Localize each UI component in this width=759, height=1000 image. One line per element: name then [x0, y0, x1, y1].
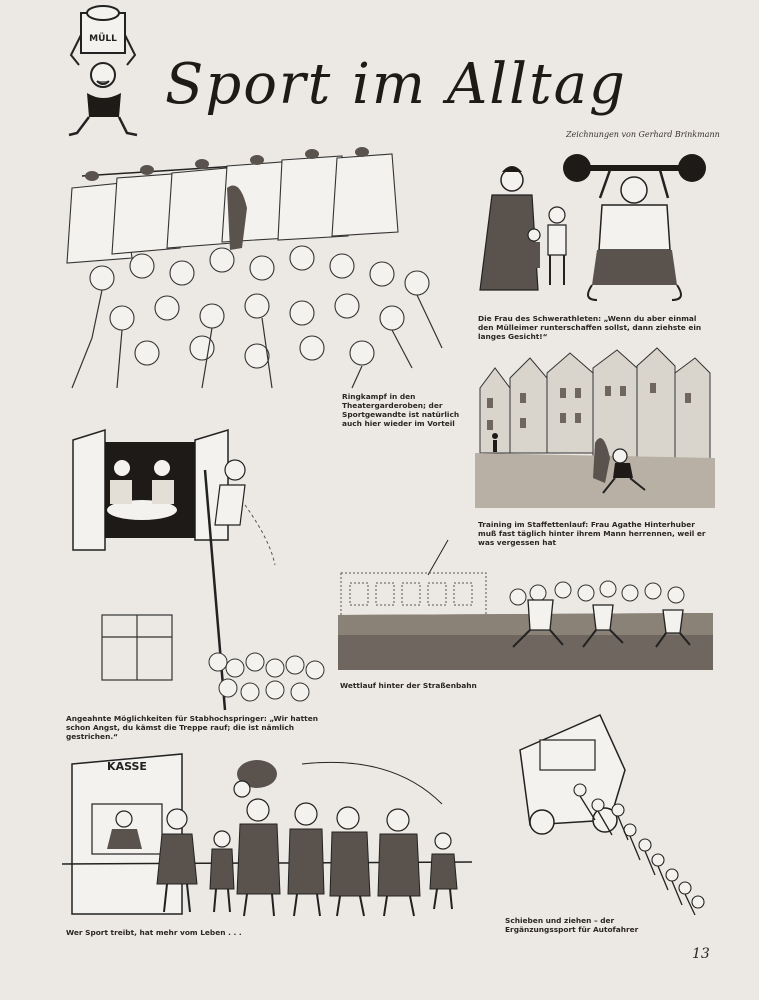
schwerathlet-illustration: [472, 150, 717, 310]
caption-ringkampf: Ringkampf in den Theatergarderoben; der Sportgewandte ist natürlich auch hier wieder im Vorteil: [342, 392, 460, 428]
caption-autofahrer: Schieben und ziehen – der Ergänzungssport für Autofahrer: [505, 916, 639, 934]
strassenbahn-illustration: [338, 535, 713, 670]
caption-staffettenlauf: Training im Staffettenlauf: Frau Agathe Hinterhuber muß fast täglich hinter ihrem Mann herrennen, weil er was vergessen hat: [478, 520, 706, 547]
logo-figure-illustration: [65, 5, 145, 145]
kasse-sign-text: KASSE: [107, 760, 147, 773]
caption-strassenbahn: Wettlauf hinter der Straßenbahn: [340, 681, 477, 690]
stabhochspringer-illustration: [70, 430, 340, 710]
caption-kasse: Wer Sport treibt, hat mehr vom Leben . . .: [66, 928, 242, 937]
page-title: Sport im Alltag: [165, 52, 627, 117]
autofahrer-illustration: [500, 710, 715, 920]
staffettenlauf-illustration: [475, 348, 715, 508]
page-number: 13: [692, 946, 710, 962]
illustrator-credit: Zeichnungen von Gerhard Brinkmann: [566, 130, 720, 139]
caption-schwerathlet: Die Frau des Schwerathleten: „Wenn du aber einmal den Mülleimer runterschaffen sollst, dann ziehste ein langes Gesicht!“: [478, 314, 702, 341]
ringkampf-illustration: [62, 148, 462, 398]
kasse-illustration: [62, 744, 472, 924]
caption-stabhochspringer: Angeahnte Möglichkeiten für Stabhochspringer: „Wir hatten schon Angst, du kämst die Treppe rauf; die ist nämlich gestrichen.“: [66, 714, 318, 741]
logo-sign-text: MÜLL: [89, 34, 117, 44]
